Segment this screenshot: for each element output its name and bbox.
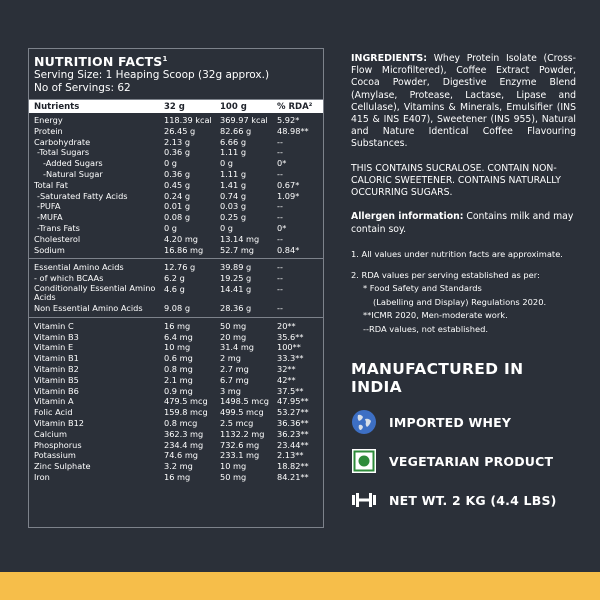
value-per-serving: 16 mg xyxy=(164,471,191,482)
value-per-100g: 50 mg xyxy=(220,471,247,482)
ingredients-label: INGREDIENTS: xyxy=(351,53,428,64)
nutrient-name: Zinc Sulphate xyxy=(34,461,91,472)
nutrient-name: -Trans Fats xyxy=(37,222,80,233)
value-per-100g: 39.89 g xyxy=(220,262,252,273)
feature-label: IMPORTED WHEY xyxy=(389,414,512,430)
value-per-serving: 0.36 g xyxy=(164,168,191,179)
value-per-serving: 0 g xyxy=(164,222,178,233)
nutrient-row xyxy=(29,158,323,169)
rda-percent: 32** xyxy=(277,363,296,374)
nutrition-header xyxy=(29,49,323,100)
value-per-serving: 0.6 mg xyxy=(164,353,193,364)
nutrition-title-sup: 1 xyxy=(162,54,168,63)
nutrition-title-text: NUTRITION FACTS xyxy=(34,54,163,69)
nutrient-row xyxy=(29,245,323,256)
nutrient-row xyxy=(29,191,323,202)
allergen-text: Contains milk and may contain soy. xyxy=(351,211,574,235)
nutrient-name: Vitamin C xyxy=(34,320,74,331)
footnote-2d: --RDA values, not established. xyxy=(363,323,489,334)
rda-percent: 33.3** xyxy=(277,353,304,364)
value-per-100g: 13.14 mg xyxy=(220,233,260,244)
rda-percent: -- xyxy=(277,262,283,273)
nutrient-row xyxy=(29,115,323,126)
value-per-100g: 369.97 kcal xyxy=(220,115,268,125)
allergen-info xyxy=(351,211,576,236)
value-per-serving: 10 mg xyxy=(164,342,191,353)
ingredients xyxy=(351,53,576,151)
feature-imported-whey xyxy=(351,409,576,435)
accent-band xyxy=(0,572,600,600)
value-per-serving: 0.45 g xyxy=(164,179,191,190)
value-per-serving: 3.2 mg xyxy=(164,461,193,472)
nutrient-name: Non Essential Amino Acids xyxy=(34,302,143,313)
value-per-serving: 0 g xyxy=(164,158,178,169)
value-per-serving: 0.24 g xyxy=(164,190,191,201)
value-per-serving: 234.4 mg xyxy=(164,439,204,450)
nutrient-row xyxy=(29,418,323,429)
rda-percent: -- xyxy=(277,201,283,212)
value-per-serving: 118.39 kcal xyxy=(164,115,212,125)
nutrient-row xyxy=(29,396,323,407)
rda-percent: 37.5** xyxy=(277,385,304,396)
feature-vegetarian xyxy=(351,448,576,474)
rda-percent: 1.09* xyxy=(277,190,300,201)
value-per-100g: 19.25 g xyxy=(220,273,252,284)
nutrient-name: Vitamin A xyxy=(34,396,74,407)
nutrient-name: Protein xyxy=(34,125,63,136)
nutrition-table-header xyxy=(29,100,323,113)
nutrient-row xyxy=(29,375,323,386)
nutrient-row xyxy=(29,180,323,191)
nutrient-row xyxy=(29,201,323,212)
nutrient-name: Energy xyxy=(34,115,63,125)
right-column xyxy=(351,53,576,513)
nutrient-name: Essential Amino Acids xyxy=(34,262,124,273)
rda-percent: -- xyxy=(277,283,283,294)
nutrient-name: -MUFA xyxy=(37,212,63,223)
nutrient-name: Vitamin B12 xyxy=(34,417,85,428)
rda-percent: 20** xyxy=(277,320,296,331)
value-per-100g: 28.36 g xyxy=(220,302,252,313)
footnote-2b: (Labelling and Display) Regulations 2020. xyxy=(373,296,547,307)
value-per-100g: 2.5 mcg xyxy=(220,417,254,428)
value-per-100g: 0 g xyxy=(220,222,234,233)
value-per-serving: 4.6 g xyxy=(164,283,185,294)
value-per-100g: 82.66 g xyxy=(220,125,252,136)
value-per-100g: 20 mg xyxy=(220,331,247,342)
value-per-serving: 16 mg xyxy=(164,320,191,331)
value-per-100g: 0 g xyxy=(220,158,234,169)
veg-mark-icon xyxy=(351,448,377,474)
rda-percent: -- xyxy=(277,273,283,284)
value-per-100g: 1498.5 mcg xyxy=(220,396,269,407)
value-per-serving: 0.9 mg xyxy=(164,385,193,396)
rda-percent: 53.27** xyxy=(277,407,309,418)
nutrient-row xyxy=(29,364,323,375)
value-per-100g: 3 mg xyxy=(220,385,241,396)
footnotes xyxy=(351,248,576,336)
nutrient-row xyxy=(29,234,323,245)
value-per-100g: 499.5 mcg xyxy=(220,407,264,418)
nutrient-row xyxy=(29,407,323,418)
rda-percent: 48.98** xyxy=(277,125,309,136)
nutrient-name: Iron xyxy=(34,471,50,482)
globe-icon xyxy=(351,409,377,435)
nutrient-row xyxy=(29,429,323,440)
footnote-1: 1. All values under nutrition facts are approximate. xyxy=(351,249,563,260)
value-per-serving: 4.20 mg xyxy=(164,233,199,244)
rda-percent: 36.23** xyxy=(277,428,309,439)
manufactured-in: MANUFACTURED IN INDIA xyxy=(351,360,524,397)
nutrient-name: Vitamin E xyxy=(34,342,74,353)
header-32g: 32 g xyxy=(164,101,185,112)
value-per-serving: 74.6 mg xyxy=(164,450,199,461)
serving-size: Serving Size: 1 Heaping Scoop (32g approx.) xyxy=(34,69,270,81)
nutrient-name: Folic Acid xyxy=(34,407,73,418)
value-per-serving: 12.76 g xyxy=(164,262,196,273)
nutrient-name: -Saturated Fatty Acids xyxy=(37,190,128,201)
value-per-100g: 0.74 g xyxy=(220,190,247,201)
rda-percent: -- xyxy=(277,233,283,244)
nutrient-name: Phosphorus xyxy=(34,439,82,450)
nutrient-row xyxy=(29,212,323,223)
nutrition-facts-panel xyxy=(28,48,324,528)
nutrient-row xyxy=(29,137,323,148)
nutrient-row xyxy=(29,440,323,451)
value-per-100g: 732.6 mg xyxy=(220,439,260,450)
header-100g: 100 g xyxy=(220,101,247,112)
sweetener-statement: THIS CONTAINS SUCRALOSE. CONTAIN NON-CALORIC SWEETENER. CONTAINS NATURALLY OCCURRING SUGARS. xyxy=(351,162,561,199)
ingredients-text: Whey Protein Isolate (Cross-Flow Microfiltered), Coffee Extract Powder, Cocoa Powder, Digestive Enzyme Blend (Amylase, Protease, Lactase, Lipase and Cellulase), Vitamins & Minerals, Emulsifier (INS 415 & INS E407), Sweetener (INS 955), Natural and Nature Identical Coffee Flavouring Substances. xyxy=(351,53,576,150)
nutrition-title xyxy=(34,54,318,69)
amino-acids-block xyxy=(29,258,323,313)
value-per-100g: 31.4 mg xyxy=(220,342,255,353)
nutrient-name: -Added Sugars xyxy=(43,158,103,169)
nutrient-name: Cholesterol xyxy=(34,233,81,244)
nutrient-name: Potassium xyxy=(34,450,76,461)
nutrient-row xyxy=(29,450,323,461)
nutrient-name: -Natural Sugar xyxy=(43,168,103,179)
nutrient-row xyxy=(29,303,323,314)
value-per-100g: 2 mg xyxy=(220,353,241,364)
value-per-100g: 50 mg xyxy=(220,320,247,331)
rda-percent: -- xyxy=(277,147,283,158)
value-per-serving: 9.08 g xyxy=(164,302,191,313)
nutrient-row xyxy=(29,472,323,483)
value-per-serving: 2.13 g xyxy=(164,136,191,147)
nutrient-name: Vitamin B5 xyxy=(34,374,79,385)
nutrient-name: Vitamin B6 xyxy=(34,385,79,396)
value-per-serving: 6.2 g xyxy=(164,273,185,284)
rda-percent: 36.36** xyxy=(277,417,309,428)
rda-percent: 100** xyxy=(277,342,301,353)
rda-percent: 0.67* xyxy=(277,179,300,190)
header-rda: % RDA² xyxy=(277,101,313,112)
value-per-serving: 0.08 g xyxy=(164,212,191,223)
footnote-2c: **ICMR 2020, Men-moderate work. xyxy=(363,310,508,321)
feature-net-weight xyxy=(351,487,576,513)
allergen-label: Allergen information: xyxy=(351,211,464,223)
rda-percent: 23.44** xyxy=(277,439,309,450)
footnote-2: 2. RDA values per serving established as per: xyxy=(351,269,540,280)
rda-percent: 42** xyxy=(277,374,296,385)
nutrient-row xyxy=(29,126,323,137)
value-per-100g: 2.7 mg xyxy=(220,363,249,374)
value-per-100g: 14.41 g xyxy=(220,283,252,294)
nutrient-name: Carbohydrate xyxy=(34,136,91,147)
nutrient-row xyxy=(29,461,323,472)
value-per-serving: 0.8 mg xyxy=(164,363,193,374)
rda-percent: -- xyxy=(277,212,283,223)
value-per-100g: 10 mg xyxy=(220,461,247,472)
servings-count: No of Servings: 62 xyxy=(34,82,131,94)
rda-percent: 2.13** xyxy=(277,450,304,461)
rda-percent: -- xyxy=(277,302,283,313)
nutrient-row xyxy=(29,284,323,303)
value-per-100g: 0.03 g xyxy=(220,201,247,212)
nutrient-row xyxy=(29,386,323,397)
value-per-100g: 0.25 g xyxy=(220,212,247,223)
rda-percent: 47.95** xyxy=(277,396,309,407)
nutrient-name: Conditionally Essential Amino Acids xyxy=(34,282,156,303)
nutrient-name: Sodium xyxy=(34,244,65,255)
rda-percent: 0* xyxy=(277,158,287,169)
value-per-serving: 26.45 g xyxy=(164,125,196,136)
dumbbell-icon xyxy=(351,487,377,513)
value-per-serving: 6.4 mg xyxy=(164,331,193,342)
value-per-100g: 6.66 g xyxy=(220,136,247,147)
header-nutrients: Nutrients xyxy=(34,101,80,112)
value-per-100g: 6.7 mg xyxy=(220,374,249,385)
value-per-100g: 1.11 g xyxy=(220,168,247,179)
nutrient-name: Vitamin B3 xyxy=(34,331,79,342)
rda-percent: -- xyxy=(277,168,283,179)
vitamins-minerals-block xyxy=(29,317,323,483)
nutrient-row xyxy=(29,342,323,353)
nutrient-name: Vitamin B2 xyxy=(34,363,79,374)
footnote-2a: * Food Safety and Standards xyxy=(363,283,482,294)
rda-percent: 0.84* xyxy=(277,244,300,255)
value-per-100g: 233.1 mg xyxy=(220,450,260,461)
nutrient-name: -PUFA xyxy=(37,201,61,212)
feature-label: VEGETARIAN PRODUCT xyxy=(389,453,554,469)
value-per-serving: 2.1 mg xyxy=(164,374,193,385)
rda-percent: -- xyxy=(277,136,283,147)
feature-label: NET WT. 2 KG (4.4 LBS) xyxy=(389,492,557,508)
nutrient-name: Vitamin B1 xyxy=(34,353,79,364)
nutrient-row xyxy=(29,169,323,180)
rda-percent: 5.92* xyxy=(277,115,300,125)
nutrient-row xyxy=(29,262,323,273)
nutrient-row xyxy=(29,147,323,158)
value-per-serving: 159.8 mcg xyxy=(164,407,208,418)
value-per-serving: 0.01 g xyxy=(164,201,191,212)
value-per-100g: 1.41 g xyxy=(220,179,247,190)
value-per-serving: 0.36 g xyxy=(164,147,191,158)
nutrient-name: Total Fat xyxy=(34,179,68,190)
nutrient-row xyxy=(29,353,323,364)
nutrient-name: - of which BCAAs xyxy=(34,273,104,284)
nutrient-row xyxy=(29,332,323,343)
nutrient-row xyxy=(29,321,323,332)
nutrient-name: Calcium xyxy=(34,428,67,439)
rda-percent: 35.6** xyxy=(277,331,304,342)
value-per-100g: 52.7 mg xyxy=(220,244,255,255)
macro-nutrients-block xyxy=(29,113,323,255)
value-per-serving: 362.3 mg xyxy=(164,428,204,439)
rda-percent: 0* xyxy=(277,222,287,233)
rda-percent: 18.82** xyxy=(277,461,309,472)
rda-percent: 84.21** xyxy=(277,471,309,482)
value-per-100g: 1.11 g xyxy=(220,147,247,158)
nutrient-row xyxy=(29,223,323,234)
value-per-serving: 16.86 mg xyxy=(164,244,204,255)
value-per-serving: 479.5 mcg xyxy=(164,396,208,407)
value-per-serving: 0.8 mcg xyxy=(164,417,198,428)
value-per-100g: 1132.2 mg xyxy=(220,428,265,439)
nutrient-name: -Total Sugars xyxy=(37,147,90,158)
